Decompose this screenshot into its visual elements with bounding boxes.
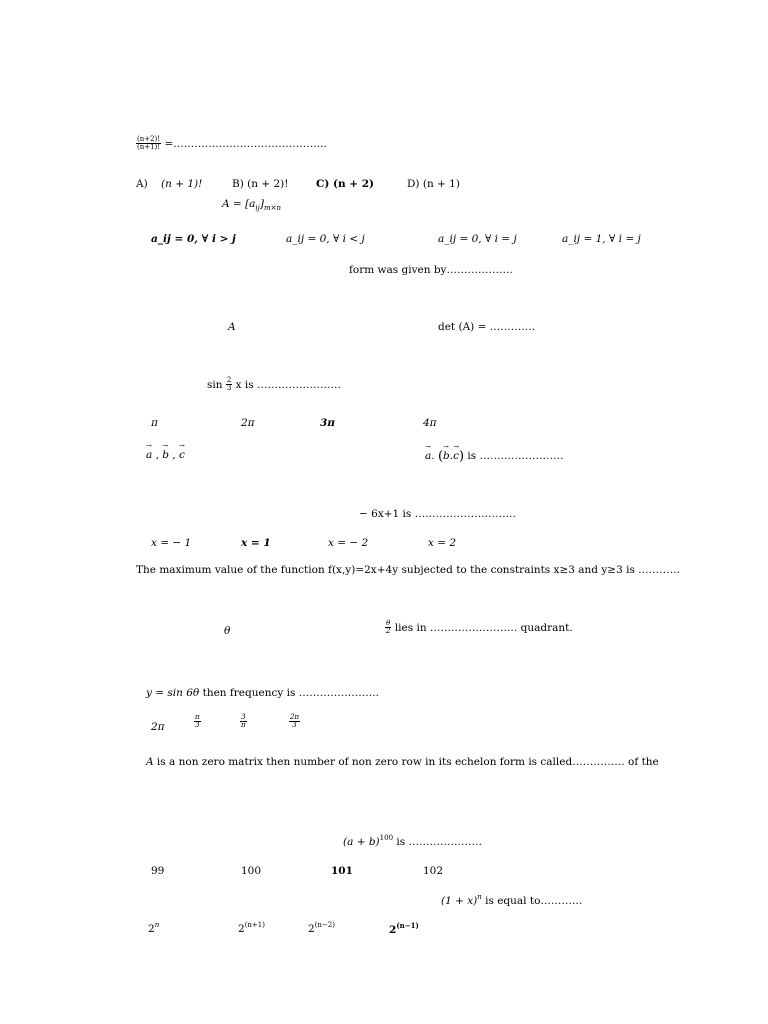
q12-option-c-base: 2 <box>308 923 315 935</box>
q4-option-a: π <box>151 417 158 429</box>
q1-option-d: D) (n + 1) <box>407 178 460 190</box>
q2-matrix-lhs: A = <box>222 198 246 210</box>
q9-option-d-fraction <box>289 714 300 730</box>
q5-expression: → a. (→ b.→ c) is …………………… <box>425 450 564 463</box>
q4-func-prefix: sin <box>207 378 226 391</box>
q4-function-line <box>207 377 341 393</box>
q8-text: lies in ……………………. quadrant. <box>394 621 573 634</box>
q4-fraction-numerator: 2 <box>226 376 232 384</box>
q12-option-d-base: 2 <box>389 924 397 936</box>
q5-vector-c: → c <box>179 450 185 461</box>
q9-option-b <box>194 714 201 730</box>
q1-fraction-numerator: (n+2)! <box>137 135 161 143</box>
q6-text: − 6x+1 is ……………………….. <box>359 508 516 520</box>
q12-option-d-power: (n−1) <box>396 921 419 930</box>
q8-fraction-numerator: θ <box>386 619 391 627</box>
q12-option-d <box>389 922 419 936</box>
q12-option-c-power: (n−2) <box>314 921 335 929</box>
q1-fraction-line <box>136 136 327 152</box>
q2-matrix-subscript: ij <box>255 204 260 212</box>
q12-option-a <box>148 922 159 935</box>
q4-option-b: 2π <box>241 417 255 429</box>
q12-line <box>441 894 582 907</box>
q10-text: is a non zero matrix then number of non zero row in its echelon form is called…………… of the <box>153 756 659 768</box>
q12-option-b <box>238 922 265 935</box>
q6-option-c: x = − 2 <box>328 537 369 549</box>
q5-expr-vector-c: → c <box>453 451 459 462</box>
q11-option-b: 100 <box>241 865 262 877</box>
q1-option-c: C) (n + 2) <box>316 178 374 190</box>
q1-option-b: B) (n + 2)! <box>232 178 289 190</box>
q12-power: n <box>477 893 482 901</box>
q11-option-c: 101 <box>331 865 353 877</box>
q11-expression: (a + b) <box>343 836 380 848</box>
q5-expr-vector-a: → a <box>425 451 431 462</box>
q4-option-c: 3π <box>320 417 335 429</box>
q8-fraction <box>385 620 391 636</box>
q3-matrix-label: A <box>228 321 236 333</box>
q2-matrix-close: ] <box>259 198 264 210</box>
q9-text-suffix: then frequency is ………………….. <box>199 687 379 699</box>
q4-func-suffix: x is …………………… <box>235 378 342 391</box>
q1-blank: =…………………………………….. <box>164 137 327 150</box>
q12-option-b-power: (n+1) <box>244 921 265 929</box>
q11-text: is ………………… <box>393 836 482 848</box>
q5-vector-b: → b <box>162 450 169 461</box>
q2-matrix-body: [a <box>245 198 256 210</box>
q1-fraction <box>136 136 161 152</box>
q10-line <box>146 757 659 768</box>
q8-theta: θ <box>224 625 231 637</box>
q12-text: is equal to………… <box>481 895 583 907</box>
q9-option-a: 2π <box>151 721 165 733</box>
q2-matrix-order: m×n <box>263 204 281 212</box>
q9-option-d-numerator: 2π <box>290 713 300 721</box>
q2-form-text: form was given by………………. <box>349 264 513 276</box>
q6-option-b: x = 1 <box>241 537 271 549</box>
q9-option-c-fraction <box>240 714 247 730</box>
q1-option-a-label: A) <box>136 178 148 190</box>
q4-fraction-denominator: 3 <box>226 384 232 393</box>
q5-vectors: → a , → b , → c <box>146 450 185 461</box>
q6-option-a: x = − 1 <box>151 537 192 549</box>
q8-line <box>385 620 573 636</box>
q12-expression: (1 + x) <box>441 895 478 907</box>
q9-text-prefix: y = sin 6θ <box>146 687 200 699</box>
q2-matrix-definition <box>222 199 281 212</box>
q4-fraction <box>226 377 232 393</box>
q12-option-b-base: 2 <box>238 923 245 935</box>
q2-option-c: a_ij = 0, ∀ i = j <box>438 233 517 245</box>
q9-option-d <box>289 714 300 730</box>
q11-option-d: 102 <box>423 865 444 877</box>
q4-option-d: 4π <box>423 417 437 429</box>
q9-option-c <box>240 714 247 730</box>
q3-det-text: det (A) = …………. <box>438 321 536 333</box>
q1-fraction-denominator: (n+1)! <box>137 143 161 152</box>
q11-power: 100 <box>379 834 394 842</box>
q5-expression-tail: is …………………… <box>467 450 564 462</box>
q12-option-a-base: 2 <box>148 923 155 935</box>
q5-vector-a: → a <box>146 450 152 461</box>
q9-option-c-numerator: 3 <box>241 713 246 721</box>
q7-text: The maximum value of the function f(x,y)=2x+4y subjected to the constraints x≥3 and y≥3 is ………… <box>136 564 681 576</box>
q11-line <box>343 835 482 848</box>
q9-line <box>146 688 379 699</box>
q8-fraction-denominator: 2 <box>386 627 391 636</box>
q12-option-a-power: n <box>154 921 160 929</box>
q2-option-a: a_ij = 0, ∀ i > j <box>151 233 236 245</box>
q12-option-c <box>308 922 335 935</box>
q5-expr-vector-b: → b <box>443 451 450 462</box>
q9-option-c-denominator: π <box>241 721 246 730</box>
q11-option-a: 99 <box>151 865 165 877</box>
q9-option-b-denominator: 3 <box>195 721 200 730</box>
q2-option-b: a_ij = 0, ∀ i < j <box>286 233 365 245</box>
q9-option-b-fraction <box>194 714 201 730</box>
q9-option-d-denominator: 3 <box>292 721 297 730</box>
q1-option-a: (n + 1)! <box>161 178 203 190</box>
q6-option-d: x = 2 <box>428 537 457 549</box>
q2-option-d: a_ij = 1, ∀ i = j <box>562 233 641 245</box>
q10-matrix-label: A <box>146 756 154 768</box>
q9-option-b-numerator: π <box>195 713 200 721</box>
